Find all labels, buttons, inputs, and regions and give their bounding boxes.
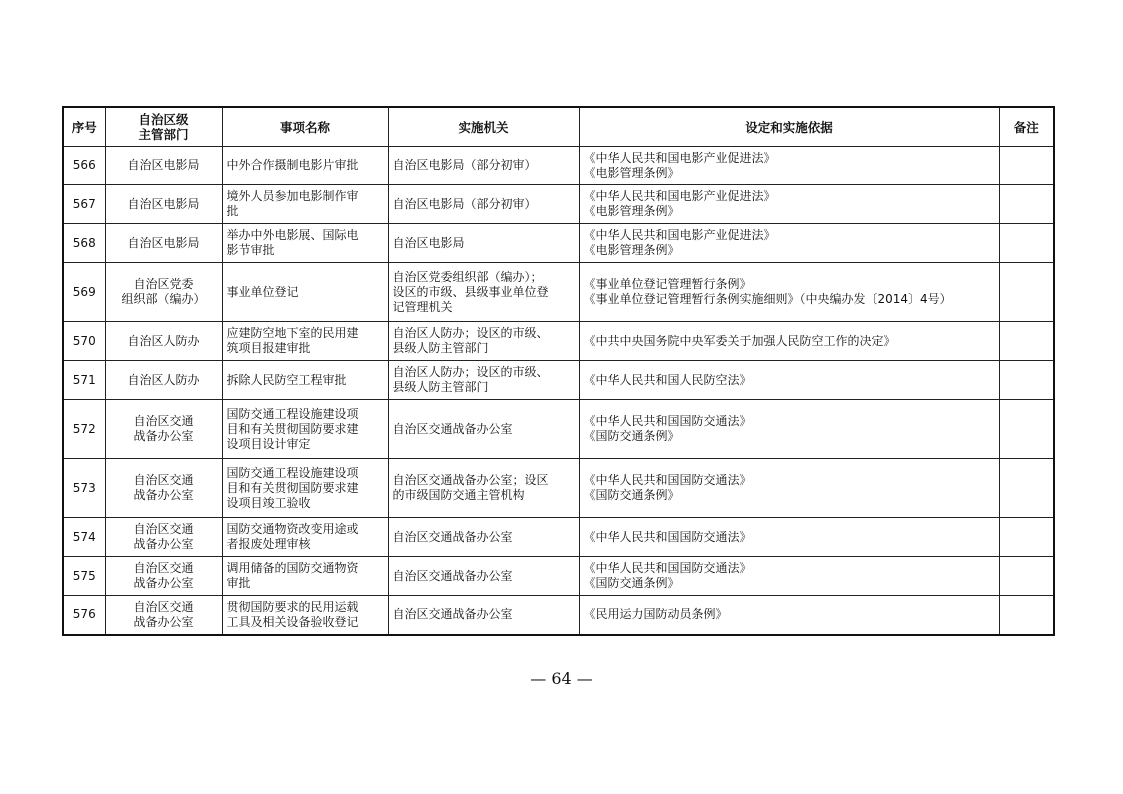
table-header-row <box>63 107 1054 147</box>
cell-name-line: 中外合作摄制电影片审批 <box>226 158 359 172</box>
cell-dept-line: 自治区交通 <box>133 599 194 614</box>
cell-no: 570 <box>63 322 105 361</box>
cell-basis <box>579 147 999 185</box>
cell-basis <box>579 224 999 263</box>
cell-agency-line: 自治区人防办；设区的市级、 <box>392 365 549 379</box>
cell-agency <box>388 361 579 400</box>
cell-note <box>999 361 1054 400</box>
cell-dept <box>105 596 222 635</box>
table-row <box>63 596 1054 635</box>
cell-note <box>999 400 1054 459</box>
cell-dept-line: 组织部（编办） <box>121 292 206 306</box>
cell-basis <box>579 596 999 635</box>
table-row <box>63 361 1054 400</box>
cell-basis-line: 《国防交通条例》 <box>583 488 680 502</box>
cell-dept-line: 自治区交通 <box>133 561 194 575</box>
cell-dept-line: 自治区电影局 <box>127 235 200 250</box>
cell-agency-line: 自治区党委组织部（编办）； <box>392 269 543 284</box>
cell-agency <box>388 518 579 557</box>
cell-basis-line: 《电影管理条例》 <box>583 165 680 180</box>
cell-agency <box>388 596 579 635</box>
cell-dept <box>105 459 222 518</box>
cell-name-line: 工具及相关设备验收登记 <box>226 614 359 629</box>
cell-agency <box>388 185 579 224</box>
cell-name-line: 者报废处理审核 <box>226 537 311 551</box>
cell-name-line: 审批 <box>226 576 251 590</box>
cell-name <box>222 400 388 459</box>
table-row <box>63 263 1054 322</box>
cell-name <box>222 185 388 224</box>
cell-note <box>999 322 1054 361</box>
cell-name <box>222 596 388 635</box>
cell-agency-line: 设区的市级、县级事业单位登 <box>392 284 549 299</box>
cell-basis-line: 《电影管理条例》 <box>583 204 680 218</box>
cell-basis-line: 《中华人民共和国电影产业促进法》 <box>583 150 776 165</box>
cell-basis-line: 《中华人民共和国国防交通法》 <box>583 414 752 428</box>
cell-agency-line: 记管理机关 <box>392 299 453 314</box>
cell-name-line: 目和有关贯彻国防要求建 <box>226 480 359 495</box>
cell-basis <box>579 557 999 596</box>
table-row <box>63 224 1054 263</box>
cell-name-line: 应建防空地下室的民用建 <box>226 326 359 340</box>
cell-agency-line: 自治区交通战备办公室 <box>392 421 513 436</box>
cell-basis <box>579 263 999 322</box>
cell-agency-line: 自治区交通战备办公室；设区 <box>392 473 549 487</box>
cell-name-line: 境外人员参加电影制作审 <box>226 189 359 203</box>
cell-dept-line: 自治区交通 <box>133 473 194 487</box>
cell-basis-line: 《国防交通条例》 <box>583 576 680 590</box>
cell-name-line: 国防交通物资改变用途或 <box>226 522 359 536</box>
items-table <box>62 106 1055 636</box>
table-row <box>63 557 1054 596</box>
cell-agency-line: 自治区电影局（部分初审） <box>392 158 537 172</box>
cell-agency <box>388 263 579 322</box>
table-body <box>63 147 1054 635</box>
cell-basis-line: 《国防交通条例》 <box>583 429 680 443</box>
cell-agency <box>388 400 579 459</box>
cell-no: 566 <box>63 147 105 185</box>
cell-agency-line: 的市级国防交通主管机构 <box>392 488 525 502</box>
cell-note <box>999 185 1054 224</box>
cell-basis-line: 《中华人民共和国人民防空法》 <box>583 372 752 387</box>
cell-name <box>222 322 388 361</box>
cell-basis-line: 《中共中央国务院中央军委关于加强人民防空工作的决定》 <box>583 333 896 348</box>
cell-dept-line: 自治区电影局 <box>127 158 200 172</box>
cell-basis <box>579 400 999 459</box>
cell-basis <box>579 518 999 557</box>
cell-dept-line: 战备办公室 <box>133 488 194 502</box>
cell-dept-line: 战备办公室 <box>133 537 194 551</box>
cell-dept-line: 自治区党委 <box>133 277 194 291</box>
header-dept <box>105 107 222 147</box>
cell-agency <box>388 224 579 263</box>
cell-name-line: 贯彻国防要求的民用运载 <box>226 599 359 614</box>
cell-dept <box>105 557 222 596</box>
cell-basis-line: 《电影管理条例》 <box>583 243 680 257</box>
cell-basis-line: 《中华人民共和国国防交通法》 <box>583 561 752 575</box>
table-row <box>63 400 1054 459</box>
cell-no: 575 <box>63 557 105 596</box>
cell-agency <box>388 557 579 596</box>
cell-basis-line: 《事业单位登记管理暂行条例》 <box>583 277 752 291</box>
cell-basis-line: 《中华人民共和国国防交通法》 <box>583 473 752 487</box>
cell-agency <box>388 459 579 518</box>
cell-no: 572 <box>63 400 105 459</box>
cell-note <box>999 518 1054 557</box>
cell-basis <box>579 459 999 518</box>
cell-dept-line: 战备办公室 <box>133 429 194 443</box>
cell-note <box>999 224 1054 263</box>
cell-no: 573 <box>63 459 105 518</box>
header-name: 事项名称 <box>222 107 388 147</box>
cell-name-line: 筑项目报建审批 <box>226 341 311 355</box>
cell-dept-line: 自治区交通 <box>133 522 194 536</box>
cell-note <box>999 147 1054 185</box>
cell-agency <box>388 322 579 361</box>
header-dept-line-1: 自治区级 <box>138 112 189 127</box>
cell-no: 571 <box>63 361 105 400</box>
cell-name <box>222 224 388 263</box>
cell-name <box>222 263 388 322</box>
cell-agency-line: 自治区电影局 <box>392 235 465 250</box>
cell-agency-line: 自治区电影局（部分初审） <box>392 196 537 211</box>
cell-name-line: 事业单位登记 <box>226 284 299 299</box>
cell-name-line: 影节审批 <box>226 243 275 257</box>
header-dept-line-2: 主管部门 <box>138 127 189 142</box>
cell-name-line: 举办中外电影展、国际电 <box>226 228 359 242</box>
header-agency: 实施机关 <box>388 107 579 147</box>
cell-no: 568 <box>63 224 105 263</box>
cell-dept-line: 战备办公室 <box>133 614 194 629</box>
cell-name <box>222 518 388 557</box>
cell-basis <box>579 322 999 361</box>
cell-dept <box>105 322 222 361</box>
page-number: — 64 — <box>530 669 593 688</box>
cell-note <box>999 596 1054 635</box>
cell-dept-line: 战备办公室 <box>133 576 194 590</box>
cell-basis-line: 《中华人民共和国国防交通法》 <box>583 529 752 544</box>
cell-agency-line: 自治区交通战备办公室 <box>392 607 513 622</box>
cell-agency-line: 县级人防主管部门 <box>392 380 489 394</box>
cell-agency-line: 自治区人防办；设区的市级、 <box>392 326 549 340</box>
cell-basis-line: 《中华人民共和国电影产业促进法》 <box>583 228 776 242</box>
cell-dept <box>105 147 222 185</box>
cell-dept <box>105 400 222 459</box>
cell-no: 576 <box>63 596 105 635</box>
cell-no: 567 <box>63 185 105 224</box>
header-no: 序号 <box>63 107 105 147</box>
cell-basis <box>579 361 999 400</box>
table-row <box>63 185 1054 224</box>
cell-dept-line: 自治区电影局 <box>127 196 200 211</box>
cell-name <box>222 361 388 400</box>
cell-agency-line: 县级人防主管部门 <box>392 341 489 355</box>
cell-name-line: 目和有关贯彻国防要求建 <box>226 421 359 436</box>
cell-no: 569 <box>63 263 105 322</box>
cell-name-line: 设项目设计审定 <box>226 436 311 451</box>
cell-dept <box>105 518 222 557</box>
cell-name-line: 设项目竣工验收 <box>226 495 311 510</box>
cell-dept-line: 自治区人防办 <box>127 372 200 387</box>
cell-agency-line: 自治区交通战备办公室 <box>392 529 513 544</box>
table-row <box>63 322 1054 361</box>
cell-name <box>222 147 388 185</box>
cell-name-line: 批 <box>226 204 239 218</box>
cell-agency <box>388 147 579 185</box>
cell-dept <box>105 185 222 224</box>
cell-name-line: 调用储备的国防交通物资 <box>226 561 359 575</box>
cell-note <box>999 263 1054 322</box>
cell-basis-line: 《事业单位登记管理暂行条例实施细则》（中央编办发〔2014〕4号） <box>583 292 952 306</box>
cell-basis-line: 《中华人民共和国电影产业促进法》 <box>583 189 776 203</box>
header-note: 备注 <box>999 107 1054 147</box>
header-basis: 设定和实施依据 <box>579 107 999 147</box>
cell-basis <box>579 185 999 224</box>
cell-note <box>999 459 1054 518</box>
table-row <box>63 459 1054 518</box>
cell-no: 574 <box>63 518 105 557</box>
cell-dept <box>105 263 222 322</box>
cell-name-line: 国防交通工程设施建设项 <box>226 465 359 480</box>
cell-dept <box>105 361 222 400</box>
cell-name <box>222 459 388 518</box>
cell-basis-line: 《民用运力国防动员条例》 <box>583 607 728 622</box>
cell-name-line: 国防交通工程设施建设项 <box>226 406 359 421</box>
cell-dept-line: 自治区交通 <box>133 414 194 428</box>
table-row <box>63 147 1054 185</box>
cell-name-line: 拆除人民防空工程审批 <box>226 372 347 387</box>
table-row <box>63 518 1054 557</box>
cell-agency-line: 自治区交通战备办公室 <box>392 568 513 583</box>
cell-note <box>999 557 1054 596</box>
cell-dept <box>105 224 222 263</box>
cell-dept-line: 自治区人防办 <box>127 333 200 348</box>
cell-name <box>222 557 388 596</box>
